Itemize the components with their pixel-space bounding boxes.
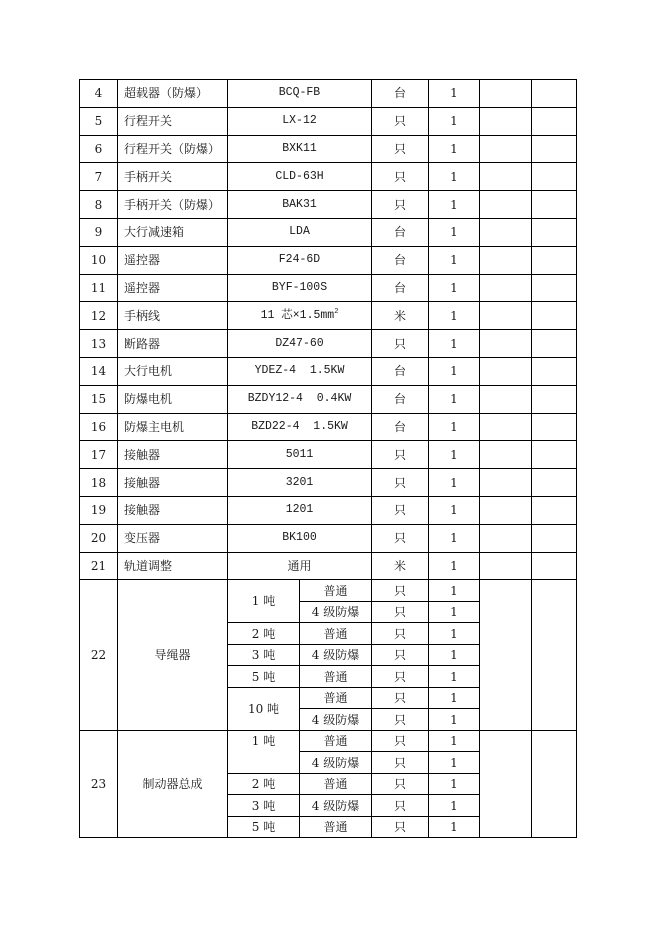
cell-price[interactable] [480, 524, 532, 552]
cell-unit: 只 [372, 795, 429, 817]
cell-qty: 1 [429, 773, 480, 795]
cell-no: 12 [80, 302, 118, 330]
cell-unit: 只 [372, 163, 429, 191]
cell-no: 21 [80, 552, 118, 580]
cell-unit: 台 [372, 413, 429, 441]
cell-qty: 1 [429, 302, 480, 330]
cell-name: 制动器总成 [118, 730, 228, 838]
cell-price[interactable] [480, 357, 532, 385]
cell-model: BAK31 [228, 191, 372, 219]
cell-unit: 只 [372, 441, 429, 469]
cell-name: 变压器 [118, 524, 228, 552]
cell-qty: 1 [429, 580, 480, 602]
cell-tonnage: 5 吨 [228, 666, 300, 688]
cell-name: 接触器 [118, 469, 228, 497]
cell-qty: 1 [429, 524, 480, 552]
table-row [80, 524, 577, 552]
cell-qty: 1 [429, 218, 480, 246]
table-row [80, 330, 577, 358]
cell-qty: 1 [429, 80, 480, 108]
cell-remark[interactable] [532, 441, 577, 469]
cell-unit: 台 [372, 80, 429, 108]
cell-unit: 只 [372, 191, 429, 219]
cell-unit: 只 [372, 469, 429, 497]
cell-model: LX-12 [228, 107, 372, 135]
cell-remark[interactable] [532, 135, 577, 163]
cell-remark[interactable] [532, 496, 577, 524]
cell-model: BZD22-4 1.5KW [228, 413, 372, 441]
cell-no: 18 [80, 469, 118, 497]
table-row [80, 107, 577, 135]
cell-unit: 只 [372, 666, 429, 688]
cell-name: 接触器 [118, 496, 228, 524]
table-row [80, 80, 577, 108]
cell-price[interactable] [480, 302, 532, 330]
table-row [80, 274, 577, 302]
cell-no: 20 [80, 524, 118, 552]
cell-remark[interactable] [532, 218, 577, 246]
cell-name: 行程开关（防爆） [118, 135, 228, 163]
cell-model: BCQ-FB [228, 80, 372, 108]
cell-remark[interactable] [532, 107, 577, 135]
cell-qty: 1 [429, 623, 480, 645]
cell-name: 大行减速箱 [118, 218, 228, 246]
cell-no: 15 [80, 385, 118, 413]
cell-unit: 只 [372, 709, 429, 731]
cell-model: F24-6D [228, 246, 372, 274]
parts-list-sheet [79, 79, 577, 838]
cell-model: CLD-63H [228, 163, 372, 191]
cell-remark[interactable] [532, 330, 577, 358]
cell-tonnage: 3 吨 [228, 795, 300, 817]
cell-spec: 4 级防爆 [300, 601, 372, 623]
cell-unit: 只 [372, 135, 429, 163]
cell-name: 超载器（防爆） [118, 80, 228, 108]
cell-spec: 普通 [300, 580, 372, 602]
cell-unit: 台 [372, 246, 429, 274]
table-row-group-23 [80, 730, 577, 752]
cell-price[interactable] [480, 413, 532, 441]
cell-price[interactable] [480, 730, 532, 838]
cell-name: 手柄线 [118, 302, 228, 330]
cell-price[interactable] [480, 107, 532, 135]
cell-remark[interactable] [532, 524, 577, 552]
cell-no: 19 [80, 496, 118, 524]
cell-qty: 1 [429, 644, 480, 666]
cell-price[interactable] [480, 469, 532, 497]
parts-table [79, 79, 577, 838]
cell-model: BK100 [228, 524, 372, 552]
cell-unit: 只 [372, 644, 429, 666]
cell-remark[interactable] [532, 469, 577, 497]
cell-tonnage: 2 吨 [228, 623, 300, 645]
cell-no: 14 [80, 357, 118, 385]
cell-price[interactable] [480, 135, 532, 163]
cell-tonnage: 1 吨 [228, 730, 300, 773]
cell-qty: 1 [429, 687, 480, 709]
cell-price[interactable] [480, 80, 532, 108]
table-row [80, 496, 577, 524]
cell-model: 通用 [228, 552, 372, 580]
cell-qty: 1 [429, 441, 480, 469]
cell-price[interactable] [480, 441, 532, 469]
cell-name: 导绳器 [118, 580, 228, 731]
cell-unit: 只 [372, 752, 429, 774]
cell-remark[interactable] [532, 552, 577, 580]
cell-model: BXK11 [228, 135, 372, 163]
cell-qty: 1 [429, 666, 480, 688]
cell-spec: 4 级防爆 [300, 644, 372, 666]
cell-qty: 1 [429, 330, 480, 358]
cell-remark[interactable] [532, 274, 577, 302]
table-row [80, 246, 577, 274]
cell-spec: 普通 [300, 816, 372, 838]
cell-tonnage: 5 吨 [228, 816, 300, 838]
cell-price[interactable] [480, 580, 532, 731]
cell-model [228, 302, 372, 330]
cell-unit: 台 [372, 274, 429, 302]
cell-price[interactable] [480, 385, 532, 413]
cell-spec: 普通 [300, 623, 372, 645]
cell-no: 22 [80, 580, 118, 731]
table-row [80, 357, 577, 385]
table-row [80, 385, 577, 413]
cell-price[interactable] [480, 274, 532, 302]
cell-qty: 1 [429, 496, 480, 524]
cell-remark[interactable] [532, 80, 577, 108]
cell-tonnage: 2 吨 [228, 773, 300, 795]
cell-no: 9 [80, 218, 118, 246]
table-row [80, 191, 577, 219]
cell-no: 11 [80, 274, 118, 302]
cell-price[interactable] [480, 552, 532, 580]
cell-unit: 台 [372, 218, 429, 246]
cell-no: 5 [80, 107, 118, 135]
cell-unit: 只 [372, 816, 429, 838]
cell-qty: 1 [429, 552, 480, 580]
cell-name: 遥控器 [118, 274, 228, 302]
cell-name: 手柄开关（防爆） [118, 191, 228, 219]
cell-name: 接触器 [118, 441, 228, 469]
cell-unit: 只 [372, 496, 429, 524]
cell-price[interactable] [480, 330, 532, 358]
cell-price[interactable] [480, 246, 532, 274]
cell-remark[interactable] [532, 246, 577, 274]
cell-no: 10 [80, 246, 118, 274]
cell-name: 防爆电机 [118, 385, 228, 413]
table-row [80, 218, 577, 246]
cell-price[interactable] [480, 496, 532, 524]
table-row [80, 413, 577, 441]
cell-remark[interactable] [532, 580, 577, 731]
cell-qty: 1 [429, 274, 480, 302]
cell-name: 断路器 [118, 330, 228, 358]
cell-price[interactable] [480, 191, 532, 219]
cell-model: 3201 [228, 469, 372, 497]
table-row [80, 552, 577, 580]
table-row [80, 163, 577, 191]
cell-unit: 台 [372, 357, 429, 385]
cell-qty: 1 [429, 107, 480, 135]
cell-qty: 1 [429, 795, 480, 817]
cell-qty: 1 [429, 709, 480, 731]
cell-spec: 4 级防爆 [300, 752, 372, 774]
cell-spec: 4 级防爆 [300, 795, 372, 817]
cell-remark[interactable] [532, 163, 577, 191]
cell-qty: 1 [429, 816, 480, 838]
cell-name: 大行电机 [118, 357, 228, 385]
cell-no: 4 [80, 80, 118, 108]
cell-model: 1201 [228, 496, 372, 524]
cell-no: 17 [80, 441, 118, 469]
cell-unit: 只 [372, 107, 429, 135]
cell-unit: 台 [372, 385, 429, 413]
cell-qty: 1 [429, 413, 480, 441]
cell-unit: 只 [372, 330, 429, 358]
cell-model-superscript: 2 [334, 307, 339, 316]
cell-spec: 4 级防爆 [300, 709, 372, 731]
cell-remark[interactable] [532, 413, 577, 441]
cell-no: 16 [80, 413, 118, 441]
cell-no: 13 [80, 330, 118, 358]
cell-tonnage: 3 吨 [228, 644, 300, 666]
cell-unit: 只 [372, 773, 429, 795]
cell-qty: 1 [429, 730, 480, 752]
cell-name: 手柄开关 [118, 163, 228, 191]
cell-spec: 普通 [300, 666, 372, 688]
cell-qty: 1 [429, 163, 480, 191]
cell-name: 轨道调整 [118, 552, 228, 580]
cell-price[interactable] [480, 163, 532, 191]
cell-qty: 1 [429, 135, 480, 163]
cell-no: 23 [80, 730, 118, 838]
cell-qty: 1 [429, 385, 480, 413]
cell-unit: 只 [372, 623, 429, 645]
cell-model: LDA [228, 218, 372, 246]
cell-remark[interactable] [532, 730, 577, 838]
cell-qty: 1 [429, 246, 480, 274]
table-row [80, 135, 577, 163]
cell-price[interactable] [480, 218, 532, 246]
table-row [80, 469, 577, 497]
cell-remark[interactable] [532, 191, 577, 219]
cell-qty: 1 [429, 601, 480, 623]
cell-spec: 普通 [300, 687, 372, 709]
cell-no: 7 [80, 163, 118, 191]
table-row [80, 441, 577, 469]
cell-name: 行程开关 [118, 107, 228, 135]
cell-unit: 只 [372, 687, 429, 709]
cell-remark[interactable] [532, 302, 577, 330]
cell-unit: 只 [372, 580, 429, 602]
cell-spec: 普通 [300, 773, 372, 795]
cell-name: 防爆主电机 [118, 413, 228, 441]
cell-model: YDEZ-4 1.5KW [228, 357, 372, 385]
cell-no: 8 [80, 191, 118, 219]
cell-model: BZDY12-4 0.4KW [228, 385, 372, 413]
cell-unit: 只 [372, 524, 429, 552]
cell-remark[interactable] [532, 357, 577, 385]
cell-unit: 米 [372, 552, 429, 580]
cell-tonnage: 10 吨 [228, 687, 300, 730]
cell-qty: 1 [429, 752, 480, 774]
cell-unit: 只 [372, 601, 429, 623]
cell-name: 遥控器 [118, 246, 228, 274]
table-row [80, 302, 577, 330]
cell-qty: 1 [429, 191, 480, 219]
table-row-group-22 [80, 580, 577, 602]
cell-remark[interactable] [532, 385, 577, 413]
cell-qty: 1 [429, 469, 480, 497]
cell-model-text: 11 芯×1.5mm [260, 308, 335, 322]
cell-model: BYF-100S [228, 274, 372, 302]
cell-unit: 米 [372, 302, 429, 330]
cell-qty: 1 [429, 357, 480, 385]
cell-unit: 只 [372, 730, 429, 752]
cell-tonnage: 1 吨 [228, 580, 300, 623]
cell-no: 6 [80, 135, 118, 163]
cell-spec: 普通 [300, 730, 372, 752]
cell-model: 5011 [228, 441, 372, 469]
cell-model: DZ47-60 [228, 330, 372, 358]
